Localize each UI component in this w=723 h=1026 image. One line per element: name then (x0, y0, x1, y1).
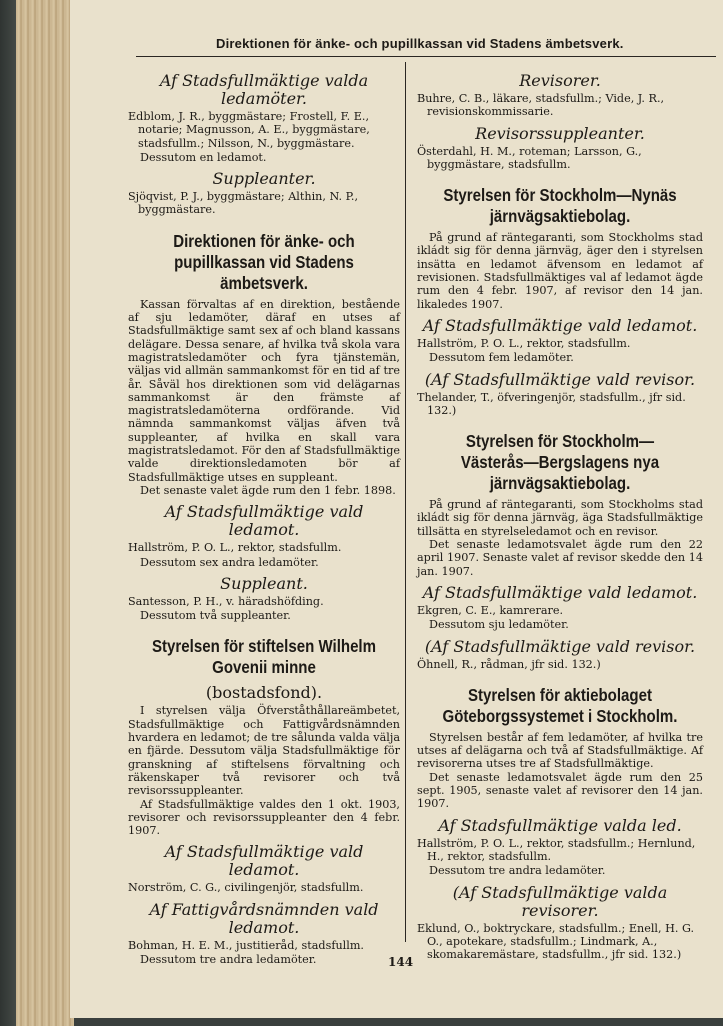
note: Dessutom sex andra ledamöter. (140, 555, 319, 569)
subheading: Af Stadsfullmäktige vald ledamot. (422, 582, 698, 602)
subheading: (bostadsfond). (205, 683, 323, 703)
section-heading: Styrelsen för Stockholm—Västerås—Bergslagens nya järnvägsaktiebolag. (460, 431, 660, 494)
subheading: Af Stadsfullmäktige vald ledamot. (164, 502, 364, 540)
subheading: Af Fattigvårdsnämnden vald ledamot. (149, 899, 379, 937)
member-list: Ekgren, C. E., kamrerare. (417, 603, 564, 617)
left-column (128, 66, 400, 968)
member-list: Santesson, P. H., v. häradshöfding. (128, 594, 324, 608)
note: Dessutom sju ledamöter. (429, 618, 569, 632)
subheading: (Af Stadsfullmäktige vald revisor. (424, 636, 696, 656)
member-list: Edblom, J. R., byggmästare; Frostell, F. E., notarie; Magnusson, A. E., byggmästare, stadsfullm.; Nilsson, N., byggmästare. (128, 110, 370, 150)
paragraph: Af Stadsfullmäktige valdes den 1 okt. 1903, revisorer och revisorssuppleanter den 4 febr. 1907. (128, 797, 400, 838)
member-list: Hallström, P. O. L., rektor, stadsfullm. (128, 541, 342, 555)
subheading: Af Stadsfullmäktige vald ledamot. (422, 315, 698, 335)
book-page (70, 0, 723, 1018)
subheading: (Af Stadsfullmäktige valda revisorer. (452, 882, 668, 920)
right-column (417, 66, 703, 962)
section-heading: Styrelsen för Stockholm—Nynäs järnvägsaktiebolag. (443, 185, 677, 227)
note: Dessutom två suppleanter. (140, 609, 291, 623)
running-header: Direktionen för änke- och pupillkassan vid Stadens ämbetsverk. (216, 36, 624, 51)
subheading: (Af Stadsfullmäktige vald revisor. (424, 369, 696, 389)
column-divider (405, 62, 406, 942)
section-heading: Styrelsen för stiftelsen Wilhelm Govenii minne (151, 636, 377, 678)
subheading: Suppleanter. (212, 169, 316, 189)
page-number: 144 (388, 955, 414, 969)
member-list: Buhre, C. B., läkare, stadsfullm.; Vide, J. R., revisionskommissarie. (417, 92, 665, 119)
subheading: Af Stadsfullmäktige vald ledamot. (164, 842, 364, 880)
note: Dessutom tre andra ledamöter. (140, 952, 317, 966)
note: Dessutom en ledamot. (140, 150, 267, 164)
paragraph: Det senaste ledamotsvalet ägde rum den 22 april 1907. Senaste valet af revisor skedde den 14 jan. 1907. (417, 538, 703, 578)
member-list: Thelander, T., öfveringenjör, stadsfullm., jfr sid. 132.) (417, 390, 686, 417)
paragraph: Det senaste valet ägde rum den 1 febr. 1898. (140, 483, 396, 497)
note: Dessutom tre andra ledamöter. (429, 864, 606, 878)
subheading: Af Stadsfullmäktige valda led. (438, 815, 682, 835)
member-list: Eklund, O., boktryckare, stadsfullm.; Enell, H. G. O., apotekare, stadsfullm.; Lindmark, A., skomakaremästare, stadsfullm., jfr sid. 132.) (417, 921, 695, 962)
paragraph: På grund af räntegaranti, som Stockholms stad ikládt sig för denna järnväg, äger den i styrelsen insätta en ledamot äfvensom en ledamot af revisionen. Stadsfullmäktiges val af ledamot ägde rum den 4 febr. 1907, af revisor den 14 jan. likaledes 1907. (417, 231, 703, 311)
paragraph: Det senaste ledamotsvalet ägde rum den 25 sept. 1905, senaste valet af revisorer den 14 jan. 1907. (417, 770, 703, 811)
member-list: Hallström, P. O. L., rektor, stadsfullm.; Hernlund, H., rektor, stadsfullm. (417, 836, 696, 863)
subheading: Revisorssuppleanter. (475, 123, 645, 143)
paragraph: Kassan förvaltas af en direktion, bestående af sju ledamöter, däraf en utses af Stadsfullmäktige samt sex af och bland kassans delägare. Dessa senare, af hvilka två skola vara magistratsledamöter och fyra tjänstemän, väljas vid allmän sammankomst för en tid af tre år. Såväl hos direktionen som vid delägarnas sammankomst är den främste af magistratsledamöterna ordförande. Vid nämnda sammankomst väljas äfven två suppleanter, af hvilka en skall vara magistratsledamot. För den af Stadsfullmäktige valde direktionsledamoten bör af Stadsfullmäktige utses en suppleant. (128, 297, 400, 484)
section-heading: Styrelsen för aktiebolaget Göteborgssystemet i Stockholm. (442, 684, 678, 726)
member-list: Öhnell, R., rådman, jfr sid. 132.) (417, 657, 601, 671)
member-list: Österdahl, H. M., roteman; Larsson, G., byggmästare, stadsfullm. (417, 144, 642, 171)
subheading: Af Stadsfullmäktige valda ledamöter. (159, 71, 369, 108)
subheading: Revisorer. (519, 71, 601, 90)
section-heading: Direktionen för änke- och pupillkassan vid Stadens ämbetsverk. (173, 230, 355, 293)
paragraph: På grund af räntegaranti, som Stockholms stad ikládt sig för denna järnväg, äga Stadsfullmäktige tillsätta en styrelseledamot och en revisor. (417, 498, 703, 538)
member-list: Hallström, P. O. L., rektor, stadsfullm. (417, 336, 631, 350)
page-edges (16, 0, 74, 1026)
note: Dessutom fem ledamöter. (429, 351, 574, 365)
paragraph: I styrelsen välja Öfverståthållareämbetet, Stadsfullmäktige och Fattigvårdsnämnden hvardera en ledamot; de tre sålunda valda välja en fjärde. Dessutom välja Stadsfullmäktige för granskning af stiftelsens förvaltning och räkenskaper två revisorer och två revisorssuppleanter. (128, 704, 400, 798)
subheading: Suppleant. (220, 573, 308, 593)
member-list: Bohman, H. E. M., justitieråd, stadsfullm. (128, 938, 364, 952)
header-rule (136, 56, 716, 57)
paragraph: Styrelsen består af fem ledamöter, af hvilka tre utses af delägarna och två af Stadsfullmäktige. Af revisorerna utses tre af Stadsfullmäktige. (417, 730, 703, 771)
member-list: Norström, C. G., civilingenjör, stadsfullm. (128, 881, 364, 895)
member-list: Sjöqvist, P. J., byggmästare; Althin, N. P., byggmästare. (128, 190, 359, 217)
